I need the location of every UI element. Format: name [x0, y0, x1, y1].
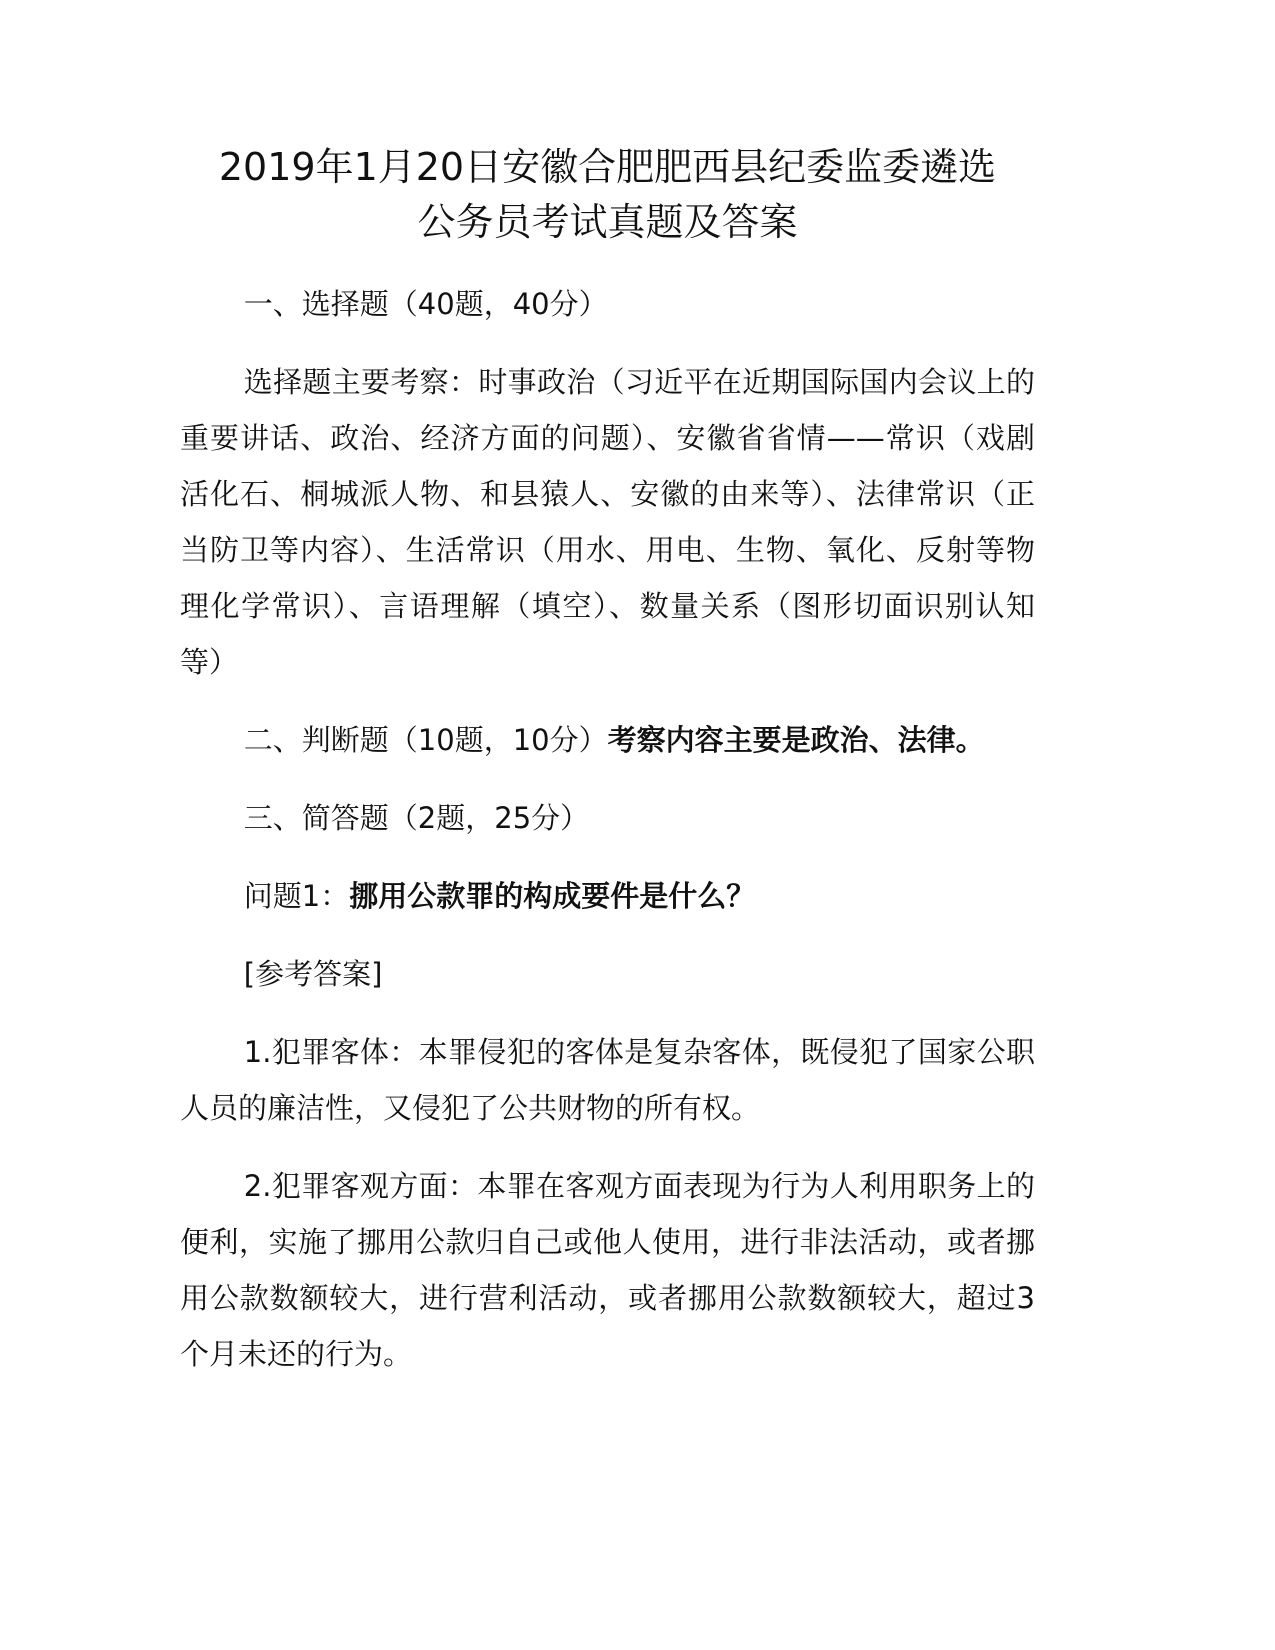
document-page: [180, 140, 1035, 1404]
answer-item-2: 2.犯罪客观方面：本罪在客观方面表现为行为人利用职务上的便利，实施了挪用公款归自己或他人使用，进行非法活动，或者挪用公款数额较大，进行营利活动，或者挪用公款数额较大，超过3个月未还的行为。: [180, 1169, 1035, 1371]
title-line-2: 公务员考试真题及答案: [417, 200, 798, 244]
section1-heading: 一、选择题（40题，40分）: [243, 287, 608, 321]
question1: [180, 868, 1035, 924]
answer-item-1: 1.犯罪客体：本罪侵犯的客体是复杂客体，既侵犯了国家公职人员的廉洁性，又侵犯了公共财物的所有权。: [180, 1035, 1035, 1125]
section3-heading: 三、简答题（2题，25分）: [243, 801, 590, 835]
section1-body: 选择题主要考察：时事政治（习近平在近期国际国内会议上的重要讲话、政治、经济方面的问题）、安徽省省情——常识（戏剧活化石、桐城派人物、和县猿人、安徽的由来等）、法律常识（正当防卫等内容）、生活常识（用水、用电、生物、氧化、反射等物理化学常识）、言语理解（填空）、数量关系（图形切面识别认知等）: [180, 365, 1035, 679]
document-title: [180, 140, 1035, 250]
title-line-1: 2019年1月20日安徽合肥肥西县纪委监委遴选: [218, 145, 997, 189]
reference-answer-label: [参考答案]: [243, 957, 383, 991]
section2-body: 考察内容主要是政治、法律。: [607, 723, 985, 757]
section2-paragraph: [180, 712, 1035, 768]
section2-heading: 二、判断题（10题，10分）: [243, 723, 608, 757]
question1-text: 挪用公款罪的构成要件是什么？: [349, 879, 756, 913]
question1-prefix: 问题1：: [243, 879, 350, 913]
